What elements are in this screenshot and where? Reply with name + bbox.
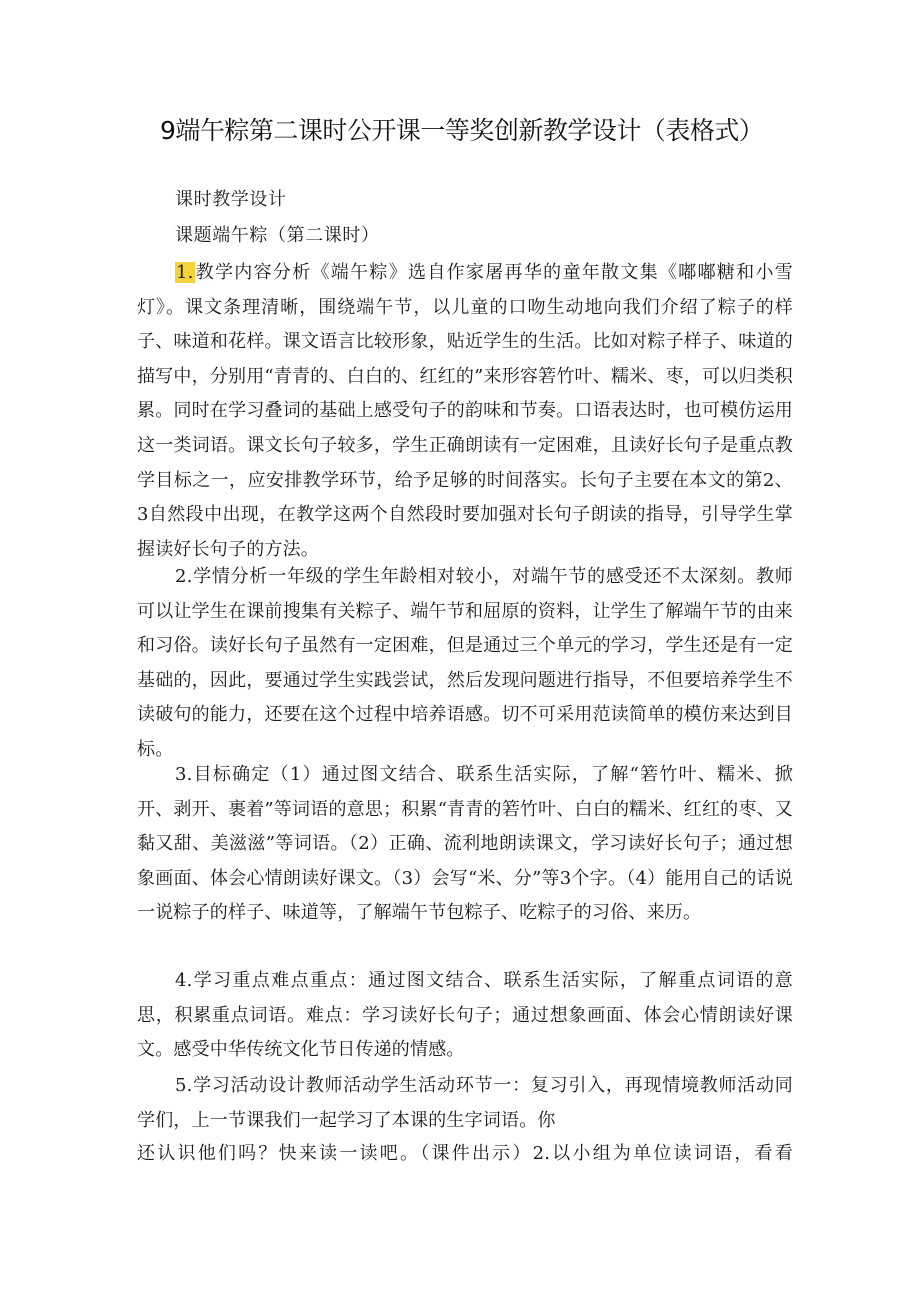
paragraph-text: .学情分析一年级的学生年龄相对较小，对端午节的感受还不太深刻。教师可以让学生在课前搜集有关粽子、端午节和屈原的资料，让学生了解端午节的由来和习俗。读好长句子虽然有一定困难，但是通过三个单元的学习，学生还是有一定基础的，因此，要通过学生实践尝试，然后发现问题进行指导，不但要培养学生不读破句的能力，还要在这个过程中培养语感。切不可采用范读简单的模仿来达到目标。 [137, 566, 793, 760]
paragraph-text: .学习活动设计教师活动学生活动环节一：复习引入，再现情境教师活动同学们，上一节课我们一起学习了本课的生字词语。你 [137, 1075, 793, 1131]
paragraph-text: .目标确定（1）通过图文结合、联系生活实际，了解“箬竹叶、糯米、掀开、剥开、裹着”等词语的意思；积累“青青的箬竹叶、白白的糯米、红红的枣、又黏又甜、美滋滋”等词语。（2）正确、流利地朗读课文，学习读好长句子；通过想象画面、体会心情朗读好课文。（3）会写“米、分”等3个字。（4）能用自己的话说一说粽子的样子、味道等，了解端午节包粽子、吃粽子的习俗、来历。 [137, 764, 793, 924]
paragraph-objectives [137, 758, 793, 931]
section-heading: 课时教学设计 [175, 189, 287, 210]
paragraph-activity-design [137, 1069, 793, 1138]
document-title: 9端午粽第二课时公开课一等奖创新教学设计（表格式） [160, 116, 764, 145]
paragraph-number: 2 [175, 566, 187, 587]
paragraph-continuation: 还认识他们吗？快来读一读吧。（课件出示）2.以小组为单位读词语，看看 [137, 1143, 793, 1164]
paragraph-learner-analysis [137, 560, 793, 768]
paragraph-number: 5 [175, 1075, 187, 1096]
paragraph-content-analysis [137, 256, 793, 567]
paragraph-number-highlight: 1. [176, 262, 194, 283]
lesson-topic: 课题端午粽（第二课时） [175, 225, 380, 246]
paragraph-text: .学习重点难点重点：通过图文结合、联系生活实际，了解重点词语的意思，积累重点词语。难点：学习读好长句子；通过想象画面、体会心情朗读好课文。感受中华传统文化节日传递的情感。 [137, 970, 793, 1061]
paragraph-text: 教学内容分析《端午粽》选自作家屠再华的童年散文集《嘟嘟糖和小雪灯》。课文条理清晰，围绕端午节，以儿童的口吻生动地向我们介绍了粽子的样子、味道和花样。课文语言比较形象，贴近学生的生活。比如对粽子样子、味道的描写中，分别用“青青的、白白的、红红的”来形容箬竹叶、糯米、枣，可以归类积累。同时在学习叠词的基础上感受句子的韵味和节奏。口语表达时，也可模仿运用这一类词语。课文长句子较多，学生正确朗读有一定困难，且读好长句子是重点教学目标之一，应安排教学环节，给予足够的时间落实。长句子主要在本文的第2、3自然段中出现，在教学这两个自然段时要加强对长句子朗读的指导，引导学生掌握读好长句子的方法。 [137, 262, 793, 560]
paragraph-key-points [137, 964, 793, 1068]
paragraph-number: 4 [175, 970, 187, 991]
paragraph-number: 3 [175, 764, 187, 785]
